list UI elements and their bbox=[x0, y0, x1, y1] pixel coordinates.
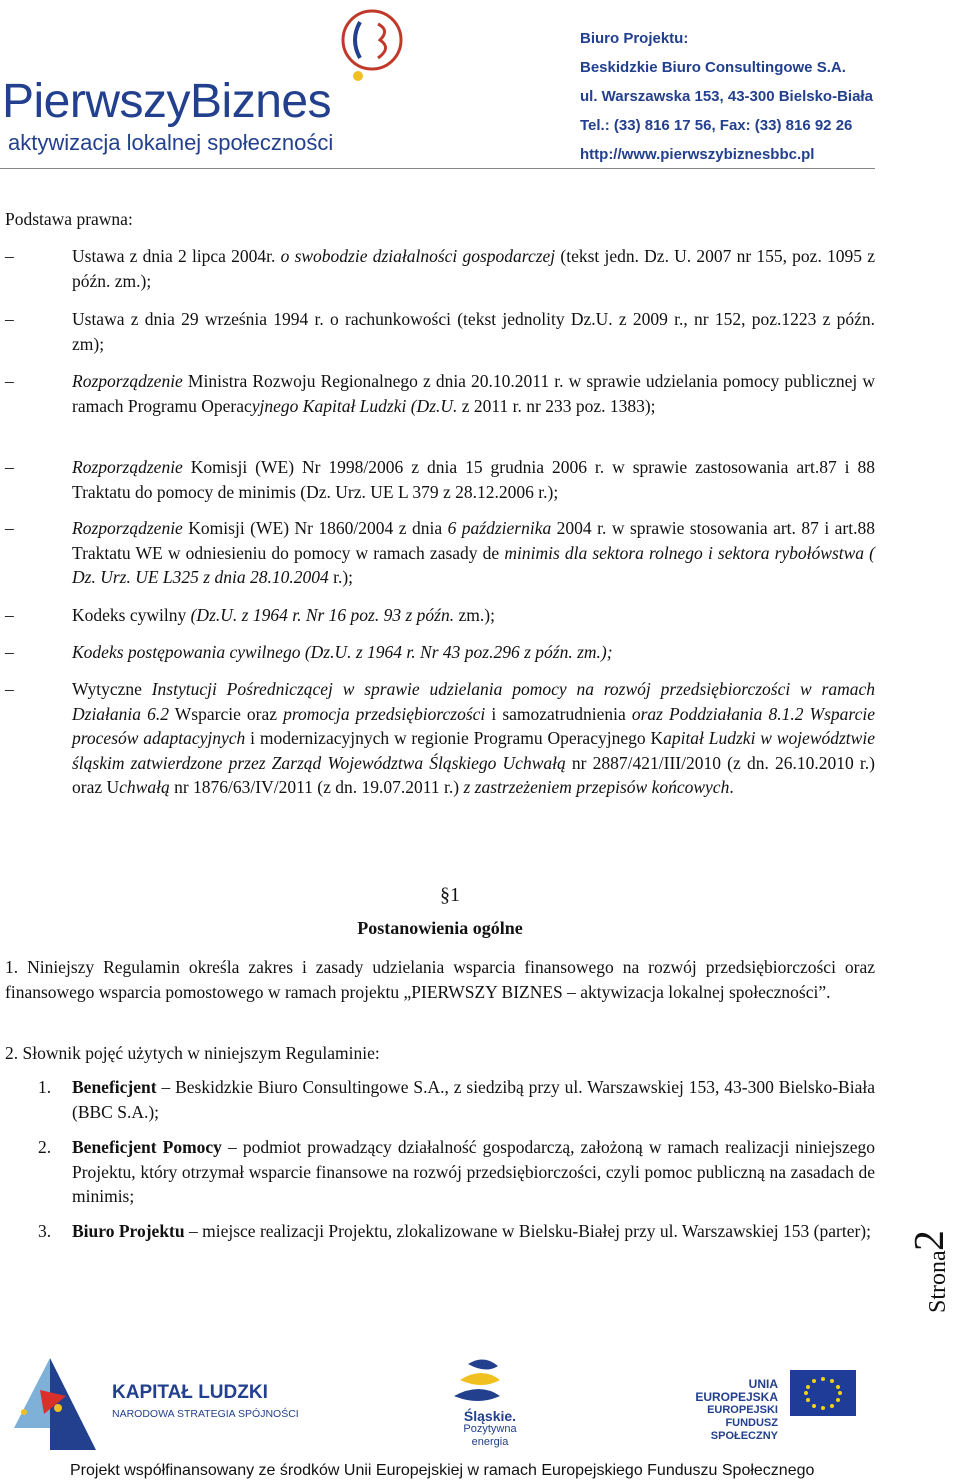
list-dash: – bbox=[5, 457, 14, 477]
legal-item: Rozporządzenie Komisji (WE) Nr 1998/2006 z dnia 15 grudnia 2006 r. w sprawie zastosowania art.87 i 88 Traktatu do pomocy de minimis (Dz. Urz. UE L 379 z 28.12.2006 r.); bbox=[72, 457, 875, 502]
office-contact bbox=[580, 24, 873, 169]
slaskie-caption: Śląskie. Pozytywna energia bbox=[463, 1408, 517, 1448]
definition-number: 2. bbox=[38, 1137, 52, 1157]
list-dash: – bbox=[5, 309, 14, 329]
page-label: Strona bbox=[925, 1250, 951, 1313]
cofinancing-note: Projekt współfinansowany ze środków Unii Europejskiej w ramach Europejskiego Funduszu Społecznego bbox=[70, 1462, 815, 1479]
list-dash: – bbox=[5, 246, 14, 266]
definition-item: Biuro Projektu – miejsce realizacji Projektu, zlokalizowane w Bielsku-Białej przy ul. Warszawskiej 153 (parter); bbox=[72, 1221, 871, 1241]
legal-item: Ustawa z dnia 2 lipca 2004r. o swobodzie działalności gospodarczej (tekst jedn. Dz. U. 2007 nr 155, poz. 1095 z późn. zm.); bbox=[72, 246, 876, 291]
list-dash: – bbox=[5, 605, 14, 625]
header-divider bbox=[0, 168, 875, 169]
kapital-ludzki-subtitle: NARODOWA STRATEGIA SPÓJNOŚCI bbox=[112, 1408, 299, 1420]
list-dash: – bbox=[5, 371, 14, 391]
section-symbol: §1 bbox=[440, 884, 460, 906]
definition-item: Beneficjent – Beskidzkie Biuro Consultingowe S.A., z siedzibą przy ul. Warszawskiej 153, 43-300 Bielsko-Biała (BBC S.A.); bbox=[72, 1077, 875, 1122]
ue-caption: UNIA EUROPEJSKA EUROPEJSKI FUNDUSZ SPOŁECZNY bbox=[695, 1377, 778, 1442]
page-number-digit: 2 bbox=[907, 1230, 953, 1251]
definition-number: 3. bbox=[38, 1221, 52, 1241]
legal-item: Kodeks postępowania cywilnego (Dz.U. z 1964 r. Nr 43 poz.296 z późn. zm.); bbox=[72, 642, 613, 662]
eu-flag-icon bbox=[790, 1370, 856, 1416]
slaskie-logo-icon bbox=[454, 1359, 500, 1401]
office-url[interactable]: http://www.pierwszybiznesbbc.pl bbox=[580, 146, 815, 163]
header-logo bbox=[0, 0, 350, 168]
legal-item: Kodeks cywilny (Dz.U. z 1964 r. Nr 16 poz. 93 z późn. zm.); bbox=[72, 605, 495, 625]
list-dash: – bbox=[5, 642, 14, 662]
section-title: Postanowienia ogólne bbox=[357, 918, 523, 938]
legal-item: Rozporządzenie Ministra Rozwoju Regionalnego z dnia 20.10.2011 r. w sprawie udzielania pomocy publicznej w ramach Programu Operacyjnego Kapitał Ludzki (Dz.U. z 2011 r. nr 233 poz. 1383); bbox=[72, 371, 875, 416]
logo-subtitle: aktywizacja lokalnej społeczności bbox=[8, 130, 334, 155]
kapital-ludzki-title: KAPITAŁ LUDZKI bbox=[112, 1382, 268, 1403]
legal-item: Rozporządzenie Komisji (WE) Nr 1860/2004 z dnia 6 października 2004 r. w sprawie stosowania art. 87 i art.88 Traktatu WE w odniesieniu do pomocy w ramach zasady de minimis dla sektora rolnego i sektora rybołówstwa ( Dz. Urz. UE L325 z dnia 28.10.2004 r.); bbox=[72, 518, 875, 587]
paragraph-2: 2. Słownik pojęć użytych w niniejszym Regulaminie: bbox=[5, 1043, 380, 1063]
legal-basis-heading: Podstawa prawna: bbox=[5, 209, 133, 229]
page-number bbox=[905, 1225, 955, 1315]
definition-item: Beneficjent Pomocy – podmiot prowadzący działalność gospodarczą, założoną w ramach realizacji niniejszego Projektu, który otrzymał wsparcie finansowe na rozwój przedsiębiorczości, czyli pomoc publiczną na zasadach de minimis; bbox=[72, 1137, 875, 1206]
definition-number: 1. bbox=[38, 1077, 52, 1097]
office-line: Biuro Projektu: bbox=[580, 30, 689, 47]
list-dash: – bbox=[5, 518, 14, 538]
logo-title: PierwszyBiznes bbox=[2, 75, 332, 128]
legal-item: Ustawa z dnia 29 września 1994 r. o rachunkowości (tekst jednolity Dz.U. z 2009 r., nr 152, poz.1223 z późn. zm); bbox=[72, 309, 875, 354]
paragraph-1: 1. Niniejszy Regulamin określa zakres i zasady udzielania wsparcia finansowego na rozwój przedsiębiorczości oraz finansowego wsparcia pomostowego w ramach projektu „PIERWSZY BIZNES – aktywizacja lokalnej społeczności”. bbox=[5, 957, 875, 1002]
office-line: ul. Warszawska 153, 43-300 Bielsko-Biała bbox=[580, 88, 873, 105]
list-dash: – bbox=[5, 679, 14, 699]
office-line: Tel.: (33) 816 17 56, Fax: (33) 816 92 26 bbox=[580, 117, 853, 134]
kapital-ludzki-logo-icon bbox=[14, 1358, 96, 1450]
office-line: Beskidzkie Biuro Consultingowe S.A. bbox=[580, 59, 846, 76]
bbc-emblem-icon bbox=[338, 2, 406, 84]
legal-item: Wytyczne Instytucji Pośredniczącej w sprawie udzielania pomocy na rozwój przedsiębiorczości w ramach Działania 6.2 Wsparcie oraz promocja przedsiębiorczości i samozatrudnienia oraz Poddziałania 8.1.2 Wsparcie procesów adaptacyjnych i modernizacyjnych w regionie Programu Operacyjnego Kapitał Ludzki w województwie śląskim zatwierdzone przez Zarząd Województwa Śląskiego Uchwałą nr 2887/421/III/2010 (z dn. 26.10.2010 r.) oraz Uchwałą nr 1876/63/IV/2011 (z dn. 19.07.2011 r.) z zastrzeżeniem przepisów końcowych. bbox=[72, 679, 876, 797]
